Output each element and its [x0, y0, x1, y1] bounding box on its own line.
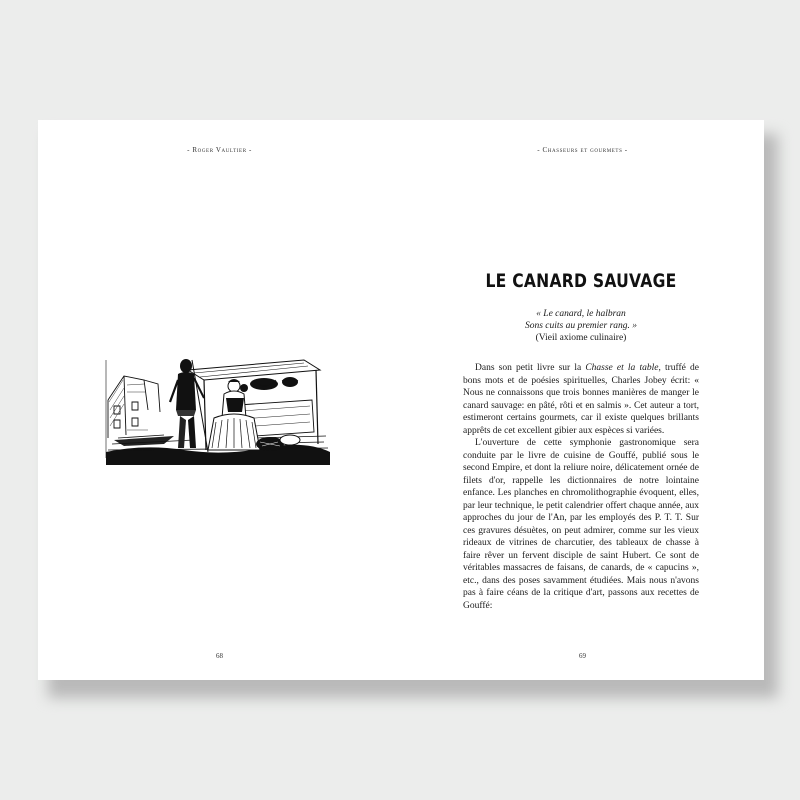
folio-right: 69 [579, 652, 586, 660]
epigraph [463, 308, 699, 344]
epigraph-line-2: Sons cuits au premier rang. » [524, 321, 638, 331]
epigraph-line-1: « Le canard, le halbran [536, 309, 626, 319]
paragraph-1-end: , truffé de bons mots et de poésies spirituelles, Charles Jobey écrit: « Nous ne connaissons que trois bonnes manières de manger le canard sauvage: en pâté, rôti et en salmis ». Cet auteur a tort, estimeront certains gourmets, car il existe quelques brillants apprêts de cet excellent gibier aux espèces si variées. [463, 363, 699, 436]
engraving-illustration [104, 340, 332, 465]
book-spread [38, 120, 764, 680]
body-text [463, 362, 699, 612]
epigraph-source: (Vieil axiome culinaire) [535, 333, 627, 343]
paragraph-1 [463, 362, 699, 437]
chapter-title: LE CANARD SAUVAGE [485, 270, 677, 292]
running-head-right: - Chasseurs et gourmets - [537, 146, 628, 154]
book-title: Chasse et la table [585, 363, 659, 373]
folio-left: 68 [216, 652, 223, 660]
right-page [401, 120, 764, 680]
left-page [38, 120, 401, 680]
running-head-left: - Roger Vaultier - [187, 146, 252, 154]
paragraph-1-start: Dans son petit livre sur la [475, 363, 586, 373]
paragraph-2: L'ouverture de cette symphonie gastronomique sera conduite par le livre de cuisine de Gouffé, publié sous le second Empire, et dont la reliure noire, délicatement ornée de filets d'or, rappelle les dictionnaires de notre lointaine enfance. Les planches en chromolithographie évoquent, elles, par leur technique, le petit calendrier offert chaque année, aux approches du jour de l'An, par les employés des P. T. T. Sur ces gravures désuètes, on peut admirer, comme sur les vieux rideaux de vitrines de charcutier, des tableaux de chasse à faire rêver un fervent disciple de saint Hubert. Ce sont de véritables massacres de faisans, de canards, de « capucins », etc., dans des poses savamment étudiées. Mais nous n'avons pas à faire céans de la critique d'art, passons aux recettes de Gouffé: [463, 438, 699, 611]
